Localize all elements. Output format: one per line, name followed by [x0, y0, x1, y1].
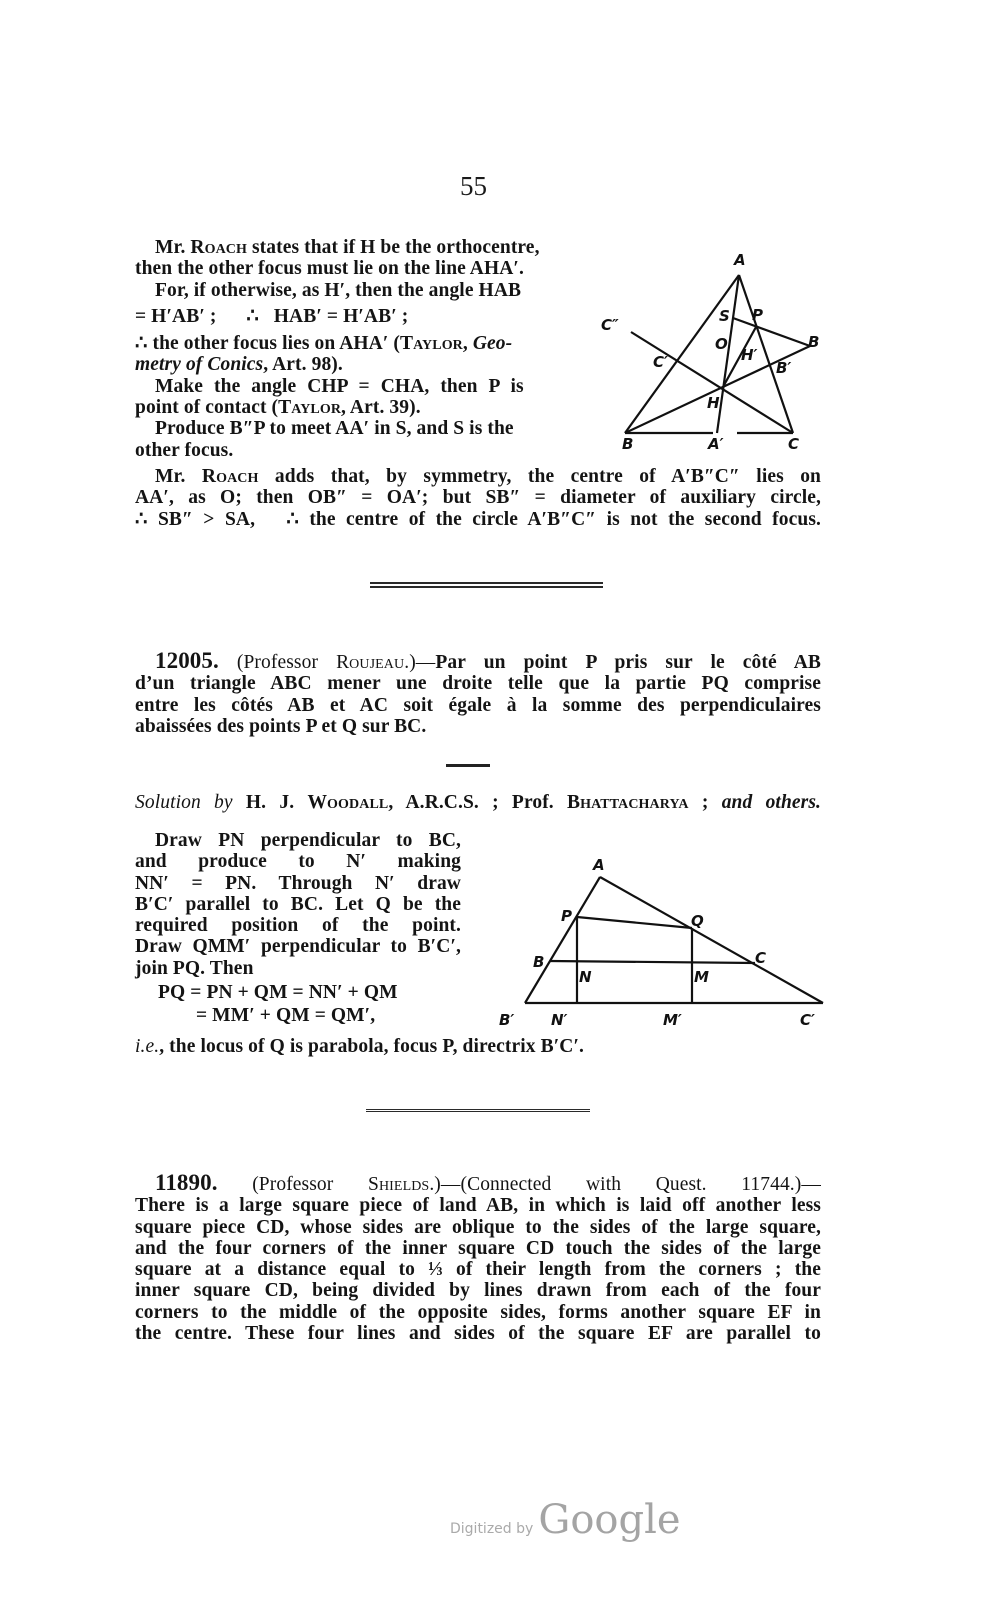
text-line: corners to the middle of the opposite sides, forms another square EF in	[135, 1301, 821, 1323]
side-ac1	[600, 877, 823, 1003]
text-line: ∴ the other focus lies on AHA′ (Taylor, Geo-	[135, 333, 513, 355]
label-q: Q	[691, 912, 704, 930]
side-ab	[625, 275, 739, 433]
label-b1: B′	[776, 359, 792, 377]
solver-name: Woodall	[307, 792, 389, 813]
question-heading	[135, 1172, 821, 1195]
text-line: Mr. Roach adds that, by symmetry, the centre of A′B″C″ lies on	[155, 466, 822, 487]
text-line: the centre. These four lines and sides of the square EF are parallel to	[135, 1323, 821, 1345]
solver-name: Bhattacharya	[567, 792, 689, 813]
label-a: A	[593, 856, 605, 874]
text-line: Make the angle CHP = CHA, then P is	[155, 375, 524, 397]
text-line: There is a large square piece of land AB, in which is laid off another less	[135, 1195, 821, 1217]
text-line: entre les côtés AB et AC soit égale à la somme des perpendiculaires	[135, 694, 821, 716]
label-a: A	[734, 251, 746, 269]
label-b1: B′	[499, 1011, 515, 1029]
text-line: AA′, as O; then OB″ = OA′; but SB″ = diameter of auxiliary circle,	[135, 487, 821, 509]
proposer-name: Shields	[368, 1174, 430, 1195]
label-o: O	[715, 335, 728, 353]
digitized-watermark	[450, 1497, 681, 1543]
text-line: join PQ. Then	[135, 957, 254, 979]
equation-2: = MM′ + QM = QM′,	[196, 1005, 376, 1026]
side-bc	[550, 961, 755, 963]
text-line: abaissées des points P et Q sur BC.	[135, 715, 427, 737]
parabola-diagram	[495, 825, 825, 1029]
author-name: Roach	[201, 466, 259, 487]
label-m: M	[694, 968, 709, 986]
text-line: and produce to N′ making	[135, 851, 461, 873]
proposer-prefix: (Professor	[252, 1174, 368, 1195]
label-n: N	[579, 968, 592, 986]
ie-abbrev: i.e.	[135, 1036, 160, 1057]
text-line: other focus.	[135, 439, 234, 461]
digitized-by-text: Digitized by	[450, 1521, 534, 1537]
label-c1: C′	[800, 1011, 815, 1029]
question-number: 12005.	[155, 648, 219, 673]
google-logo: Google	[538, 1497, 681, 1543]
text-line: then the other focus must lie on the line AHA′.	[135, 258, 524, 280]
proposer-prefix: (Professor	[236, 652, 337, 673]
label-h1: H′	[741, 346, 758, 364]
solver-prefix: H. J.	[245, 792, 308, 813]
label-c: C	[788, 435, 800, 453]
section-divider	[370, 582, 603, 588]
label-p: P	[561, 907, 572, 925]
text-line: B′C′ parallel to BC. Let Q be the	[135, 893, 461, 915]
text-line: Draw PN perpendicular to BC,	[155, 830, 461, 851]
proposer-name: Roujeau	[336, 652, 405, 673]
text-line: square piece CD, whose sides are oblique to the sides of the large square,	[135, 1216, 821, 1238]
short-divider	[446, 764, 490, 767]
roach-argument	[135, 237, 587, 461]
text-line: required position of the point.	[135, 915, 461, 937]
proposer	[252, 1174, 821, 1195]
text-line: Draw QMM′ perpendicular to B′C′,	[135, 936, 461, 958]
solution-label: Solution by	[135, 792, 233, 813]
line-sb2	[733, 318, 810, 346]
section-divider	[366, 1109, 590, 1112]
label-n1: N′	[551, 1011, 568, 1029]
text-line: NN′ = PN. Through N′ draw	[135, 872, 461, 894]
author-name: Taylor	[400, 333, 463, 355]
question-12005	[135, 650, 821, 737]
page-number: 55	[460, 171, 487, 201]
line-aa1	[717, 275, 739, 433]
text-line: and the four corners of the inner square CD touch the sides of the large	[135, 1237, 821, 1259]
text-line: Mr. Roach states that if H be the orthocentre,	[155, 237, 540, 258]
text-line: inner square CD, being divided by lines drawn from each of the four	[135, 1280, 821, 1302]
roach-addendum	[135, 466, 821, 530]
solver-suffix: ;	[688, 792, 709, 813]
text-line: square at a distance equal to ⅓ of their length from the corners ; the	[135, 1259, 821, 1281]
text-line: Produce B″P to meet AA′ in S, and S is the	[155, 418, 514, 440]
label-a1: A′	[708, 435, 724, 453]
question-number: 11890.	[155, 1170, 218, 1195]
question-heading	[135, 650, 821, 673]
orthocentre-diagram	[595, 240, 825, 453]
solution-body	[135, 830, 461, 979]
text-line: point of contact (Taylor, Art. 39).	[135, 397, 421, 419]
book-title: metry of Conics	[135, 354, 264, 376]
equation-1: PQ = PN + QM = NN′ + QM	[158, 982, 398, 1003]
text-line: ∴ SB″ > SA, ∴ the centre of the circle A′B″C″ is not the second focus.	[135, 508, 821, 530]
label-m1: M′	[663, 1011, 682, 1029]
solution-heading	[135, 792, 821, 813]
label-c2: C″	[601, 316, 619, 334]
text-line: d’un triangle ABC mener une droite telle que la partie PQ comprise	[135, 673, 821, 695]
label-s: S	[719, 307, 730, 325]
label-c1: C′	[653, 353, 668, 371]
conclusion-text: , the locus of Q is parabola, focus P, directrix B′C′.	[159, 1036, 585, 1057]
text-fragment: Par un point P pris sur le côté AB	[435, 652, 821, 673]
label-h: H	[707, 394, 720, 412]
text-line: metry of Conics, Art. 98).	[135, 354, 343, 376]
and-others: and others.	[721, 792, 822, 813]
author-name: Roach	[190, 237, 248, 258]
author-name: Taylor	[278, 397, 342, 419]
label-b2: B	[808, 333, 820, 351]
label-c: C	[755, 949, 767, 967]
book-title: Geo-	[472, 333, 513, 355]
conclusion	[135, 1036, 584, 1057]
label-b: B	[533, 953, 545, 971]
text-line: = H′AB′ ; ∴ HAB′ = H′AB′ ;	[135, 305, 409, 327]
proposer-suffix: .)—	[404, 652, 436, 673]
solver-suffix: , A.R.C.S. ; Prof.	[388, 792, 568, 813]
label-b: B	[622, 435, 634, 453]
proposer-suffix: .)—(Connected with Quest. 11744.)—	[429, 1174, 821, 1195]
label-p: P	[752, 306, 763, 324]
text-line: For, if otherwise, as H′, then the angle HAB	[155, 279, 522, 301]
question-11890	[135, 1172, 821, 1344]
proposer	[237, 652, 436, 673]
